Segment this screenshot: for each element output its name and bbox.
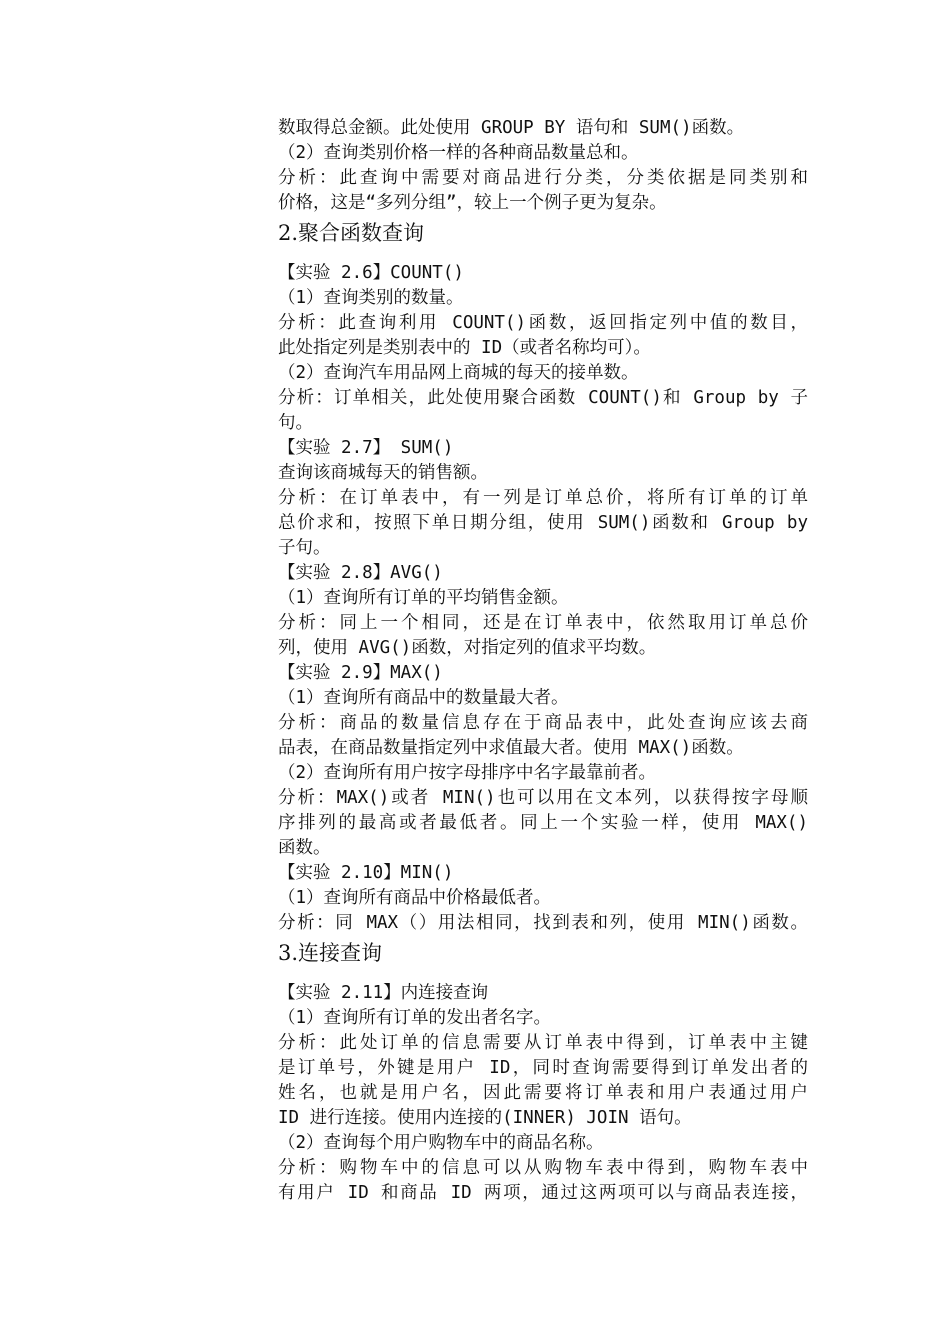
text-line: 分析：此查询利用 COUNT()函数，返回指定列中值的数目，	[278, 313, 808, 333]
text-line: 【实验 2.7】 SUM()	[278, 438, 454, 458]
text-line: 分析：此查询中需要对商品进行分类，分类依据是同类别和	[278, 168, 808, 188]
text-line: 函数。	[278, 838, 331, 858]
text-line: （2）查询类别价格一样的各种商品数量总和。	[278, 143, 639, 163]
text-line: 此处指定列是类别表中的 ID（或者名称均可）。	[278, 338, 651, 358]
text-line: 分析：此处订单的信息需要从订单表中得到，订单表中主键	[278, 1033, 808, 1053]
text-line: 姓名，也就是用户名，因此需要将订单表和用户表通过用户	[278, 1083, 808, 1103]
text-line: 【实验 2.6】COUNT()	[278, 263, 464, 283]
text-line: 【实验 2.10】MIN()	[278, 863, 454, 883]
text-line: 数取得总金额。此处使用 GROUP BY 语句和 SUM()函数。	[278, 118, 745, 138]
text-line: 序排列的最高或者最低者。同上一个实验一样，使用 MAX()	[278, 813, 808, 833]
text-line: 品表，在商品数量指定列中求值最大者。使用 MAX()函数。	[278, 738, 744, 758]
text-line: 【实验 2.8】AVG()	[278, 563, 443, 583]
text-line: 【实验 2.11】内连接查询	[278, 983, 489, 1003]
text-line: （1）查询所有订单的平均销售金额。	[278, 588, 569, 608]
text-line: 分析：在订单表中，有一列是订单总价，将所有订单的订单	[278, 488, 808, 508]
text-line: 分析：商品的数量信息存在于商品表中，此处查询应该去商	[278, 713, 808, 733]
text-line: （1）查询所有商品中的数量最大者。	[278, 688, 569, 708]
section-heading: 2.聚合函数查询	[278, 221, 425, 245]
text-line: （2）查询汽车用品网上商城的每天的接单数。	[278, 363, 639, 383]
text-line: 分析：订单相关，此处使用聚合函数 COUNT()和 Group by 子	[278, 388, 808, 408]
text-line: 有用户 ID 和商品 ID 两项，通过这两项可以与商品表连接，	[278, 1183, 808, 1203]
text-line: （1）查询所有订单的发出者名字。	[278, 1008, 552, 1028]
text-line: 分析：同上一个相同，还是在订单表中，依然取用订单总价	[278, 613, 808, 633]
document-page	[278, 116, 808, 1206]
text-line: 总价求和，按照下单日期分组，使用 SUM()函数和 Group by	[278, 513, 808, 533]
text-line: 是订单号，外键是用户 ID，同时查询需要得到订单发出者的	[278, 1058, 808, 1078]
text-line: （2）查询所有用户按字母排序中名字最靠前者。	[278, 763, 657, 783]
text-line: 列，使用 AVG()函数，对指定列的值求平均数。	[278, 638, 657, 658]
text-line: 子句。	[278, 538, 331, 558]
text-line: （1）查询所有商品中价格最低者。	[278, 888, 552, 908]
text-line: 分析：购物车中的信息可以从购物车表中得到，购物车表中	[278, 1158, 808, 1178]
text-line: ID 进行连接。使用内连接的(INNER) JOIN 语句。	[278, 1108, 692, 1128]
text-line: 价格，这是“多列分组”，较上一个例子更为复杂。	[278, 193, 667, 213]
text-line: （2）查询每个用户购物车中的商品名称。	[278, 1133, 604, 1153]
text-line: 【实验 2.9】MAX()	[278, 663, 443, 683]
text-line: 分析：MAX()或者 MIN()也可以用在文本列，以获得按字母顺	[278, 788, 808, 808]
text-line: （1）查询类别的数量。	[278, 288, 464, 308]
text-line: 查询该商城每天的销售额。	[278, 463, 488, 483]
section-heading: 3.连接查询	[278, 941, 383, 965]
text-line: 分析：同 MAX（）用法相同，找到表和列，使用 MIN()函数。	[278, 913, 808, 933]
text-line: 句。	[278, 413, 313, 433]
